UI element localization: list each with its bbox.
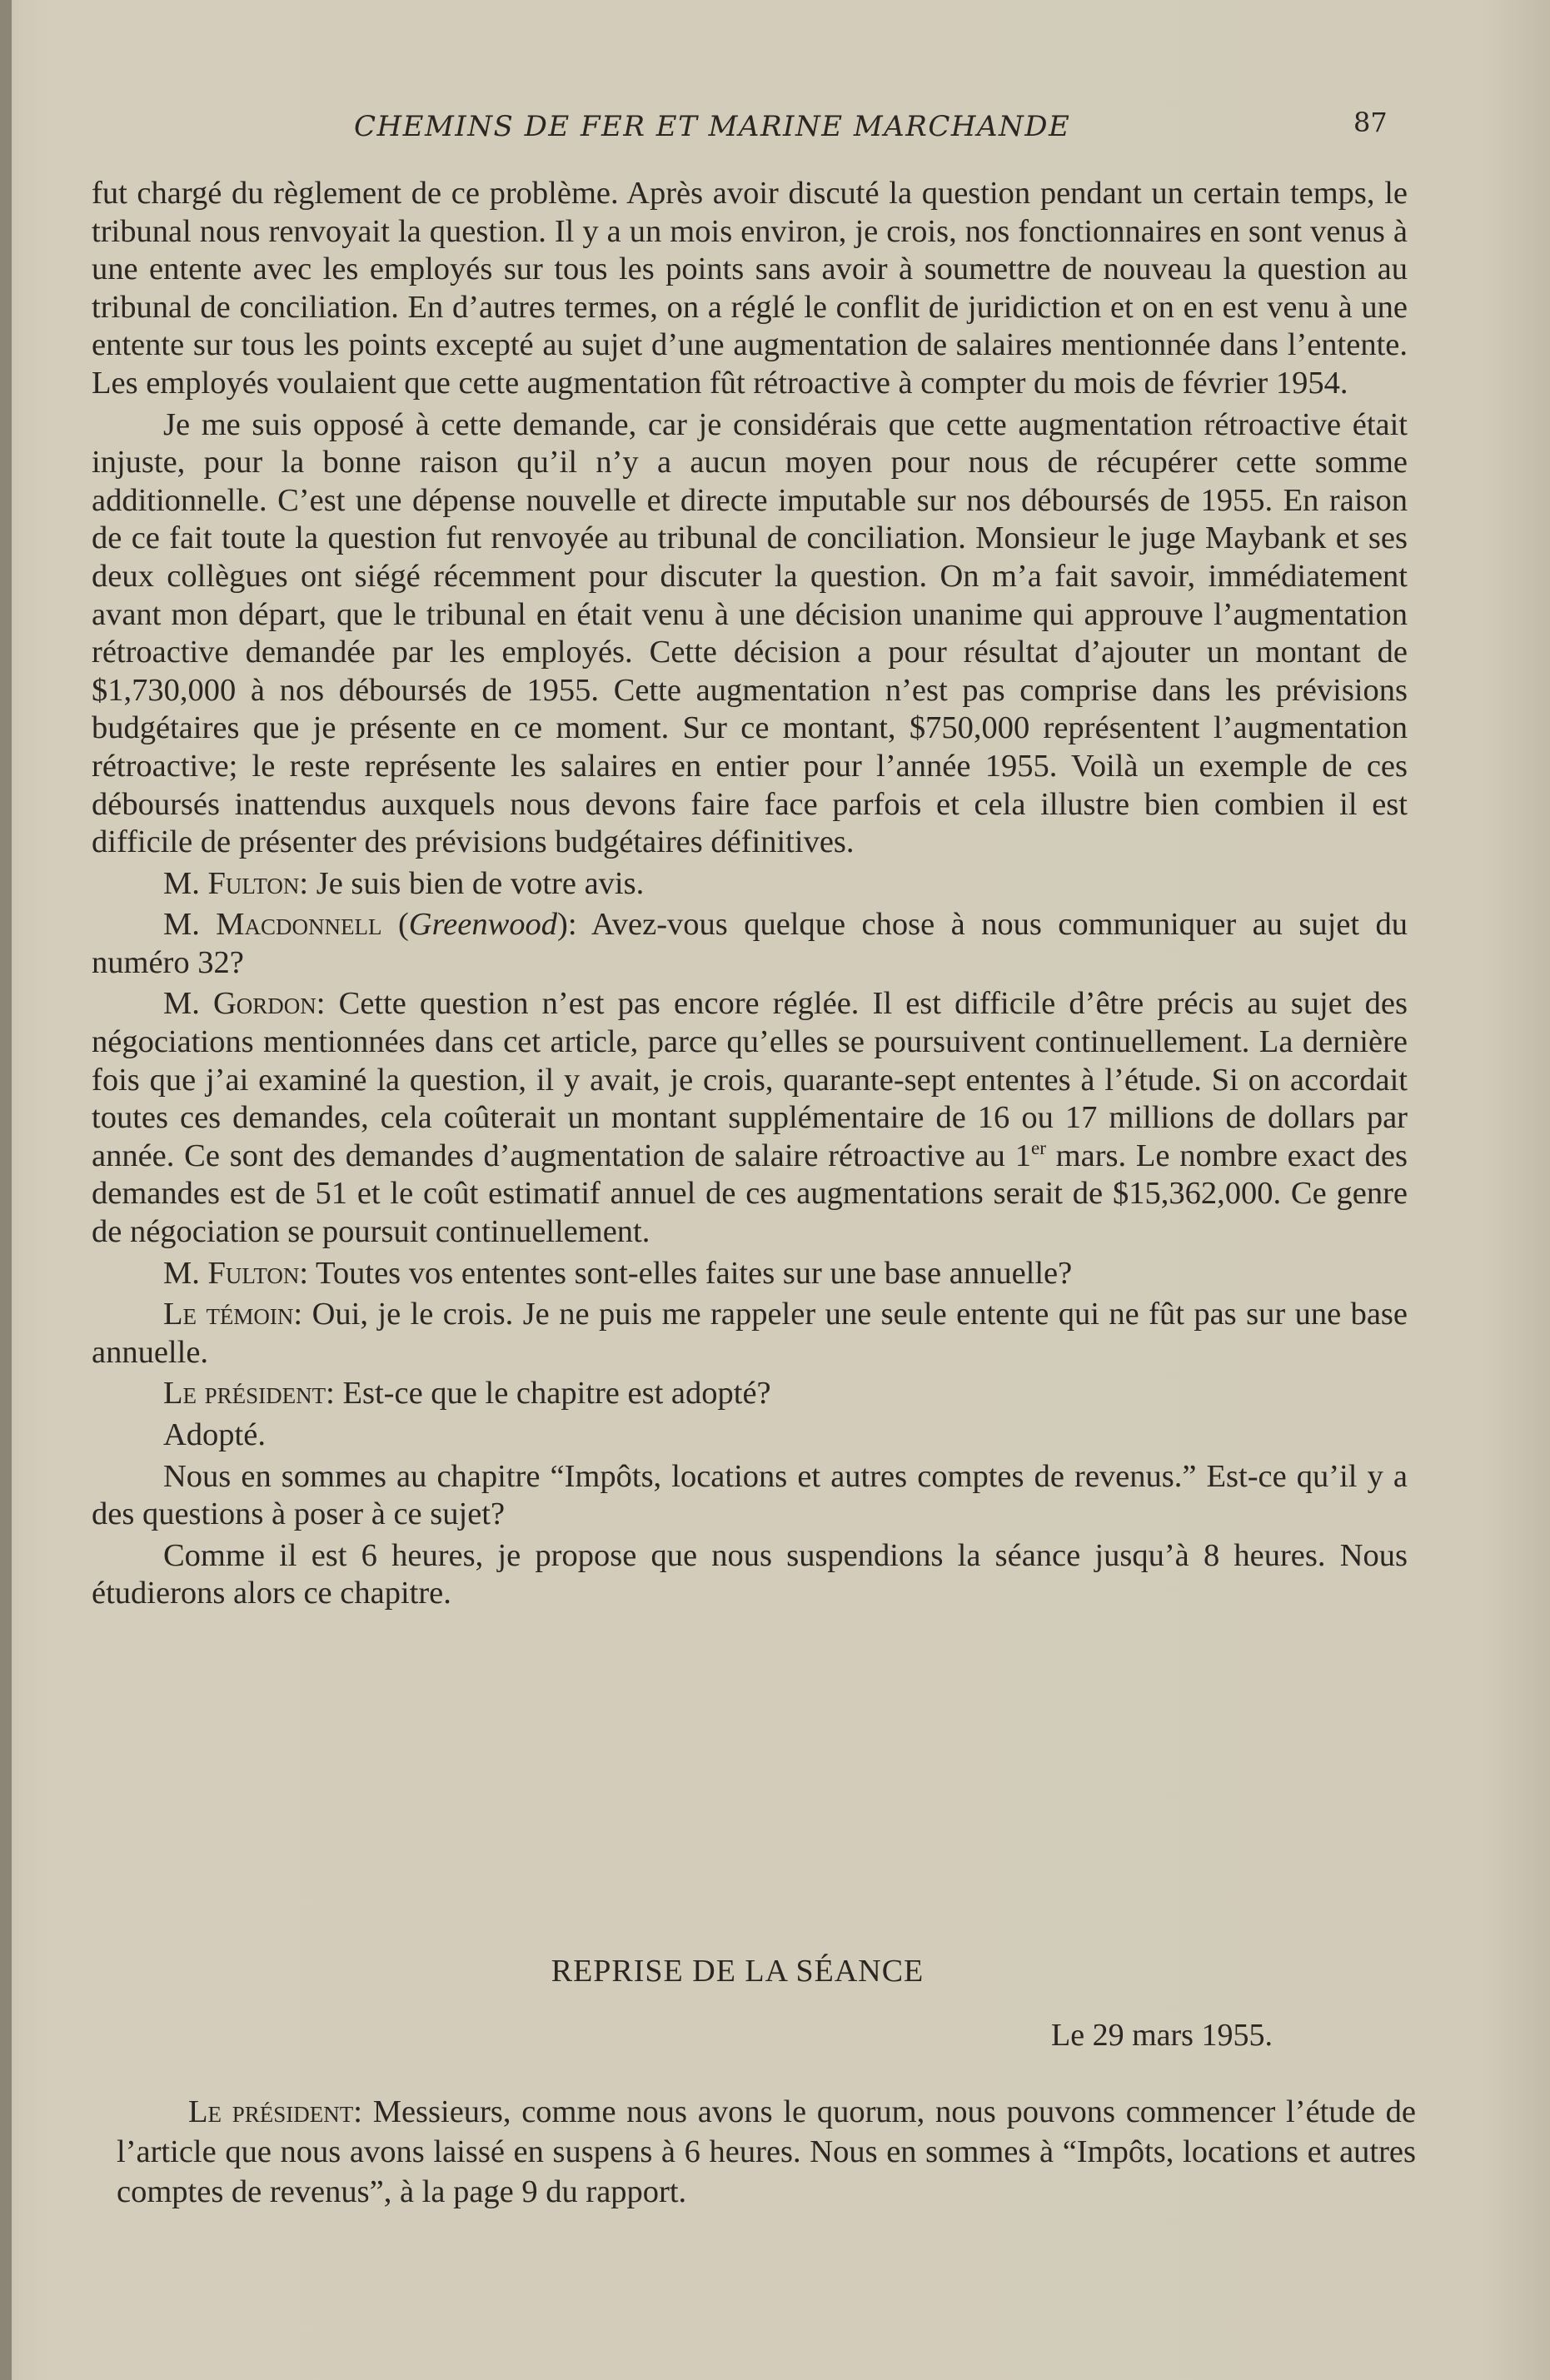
- speaker-riding: Greenwood: [408, 907, 557, 943]
- paragraph-6: [92, 1255, 1408, 1293]
- superscript: er: [1030, 1137, 1046, 1159]
- speech-text: Est-ce que le chapitre est adopté?: [342, 1376, 771, 1412]
- paragraph-3: [92, 865, 1408, 904]
- speech-text: Avez-vous quelque chose à nous communiquer au sujet du numéro 32?: [92, 907, 1408, 980]
- paragraph-10: Nous en sommes au chapitre “Impôts, locations et autres comptes de revenus.” Est-ce qu’il y a des questions à poser à ce sujet?: [92, 1458, 1408, 1532]
- speaker-name: Le témoin:: [163, 1297, 303, 1332]
- paragraph-1: fut chargé du règlement de ce problème. Après avoir discuté la question pendant un certain temps, le tribunal nous renvoyait la question. Il y a un mois environ, je crois, nos fonctionnaires en sont venus à une entente avec les employés sur tous les points sans avoir à soumettre de nouveau la question au tribunal de conciliation. En d’autres termes, on a réglé le conflit de juridiction et on en est venu à une entente sur tous les points excepté au sujet d’une augmentation de salaires mentionnée dans l’entente. Les employés voulaient que cette augmentation fût rétroactive à compter du mois de février 1954.: [92, 176, 1408, 401]
- running-title: CHEMINS DE FER ET MARINE MARCHANDE: [354, 110, 1071, 143]
- paragraph-11: Comme il est 6 heures, je propose que nous suspendions la séance jusqu’à 8 heures. Nous étudierons alors ce chapitre.: [92, 1537, 1408, 1611]
- speaker-name: Le président:: [188, 2094, 362, 2129]
- section-paragraph-1: [117, 2092, 1416, 2212]
- speaker-name: M. Macdonnell: [163, 907, 382, 943]
- speech-text: Toutes vos ententes sont-elles faites sur une base annuelle?: [316, 1255, 1073, 1291]
- section-heading-text: REPRISE DE LA SÉANCE: [551, 1954, 925, 1989]
- speaker-name: M. Fulton:: [163, 865, 309, 901]
- section-heading: [0, 1953, 1550, 1989]
- speech-text: Je suis bien de votre avis.: [316, 865, 645, 901]
- paragraph-8: [92, 1375, 1408, 1413]
- speech-text: Oui, je le crois. Je ne puis me rappeler une seule entente qui ne fût pas sur une base annuelle.: [92, 1297, 1408, 1370]
- paragraph-2: Je me suis opposé à cette demande, car je considérais que cette augmentation rétroactive était injuste, pour la bonne raison qu’il n’y a aucun moyen pour nous de récupérer cette somme additionnelle. C’est une dépense nouvelle et directe imputable sur nos déboursés de 1955. En raison de ce fait toute la question fut renvoyée au tribunal de conciliation. Monsieur le juge Maybank et ses deux collègues ont siégé récemment pour discuter la question. On m’a fait savoir, immédiatement avant mon départ, que le tribunal en était venu à une décision unanime qui approuve l’augmentation rétroactive demandée par les employés. Cette décision a pour résultat d’ajouter un montant de $1,730,000 à nos déboursés de 1955. Cette augmentation n’est pas comprise dans les prévisions budgétaires que je présente en ce moment. Sur ce montant, $750,000 représentent l’augmentation rétroactive; le reste représente les salaires en entier pour l’année 1955. Voilà un exemple de ces déboursés inattendus auxquels nous devons faire face parfois et cela illustre bien combien il est difficile de présenter des prévisions budgétaires définitives.: [92, 406, 1408, 860]
- speaker-name: Le président:: [163, 1376, 335, 1412]
- page-header: [0, 107, 1550, 157]
- body-text: [92, 175, 1408, 1616]
- speaker-name: M. Fulton:: [163, 1255, 309, 1291]
- speaker-name: M. Gordon:: [163, 986, 326, 1022]
- paragraph-4: M. Macdonnell (Greenwood): Avez-vous quelque chose à nous communiquer au sujet du numéro 32?: [92, 907, 1408, 980]
- section-date: Le 29 mars 1955.: [1051, 2018, 1273, 2053]
- page-number: 87: [1353, 107, 1388, 138]
- section-body: [117, 2092, 1416, 2212]
- speech-text: Messieurs, comme nous avons le quorum, nous pouvons commencer l’étude de l’article que nous avons laissé en suspens à 6 heures. Nous en sommes à “Impôts, locations et autres comptes de revenus”, à la page 9 du rapport.: [117, 2094, 1417, 2209]
- paragraph-9: Adopté.: [163, 1417, 266, 1452]
- paragraph-5: [92, 985, 1408, 1251]
- page-binding-edge: [0, 0, 12, 2380]
- speech-text-continued: mars. Le nombre exact des demandes est de 51 et le coût estimatif annuel de ces augmentations serait de $15,362,000. Ce genre de négociation se poursuit continuellement.: [92, 1138, 1408, 1250]
- paragraph-7: [92, 1296, 1408, 1372]
- speech-text: Cette question n’est pas encore réglée. Il est difficile d’être précis au sujet des négociations mentionnées dans cet article, parce qu’elles se poursuivent continuellement. La dernière fois que j’ai examiné la question, il y avait, je crois, quarante-sept ententes à l’étude. Si on accordait toutes ces demandes, cela coûterait un montant supplémentaire de 16 ou 17 millions de dollars par année. Ce sont des demandes d’augmentation de salaire rétroactive au 1: [92, 986, 1408, 1173]
